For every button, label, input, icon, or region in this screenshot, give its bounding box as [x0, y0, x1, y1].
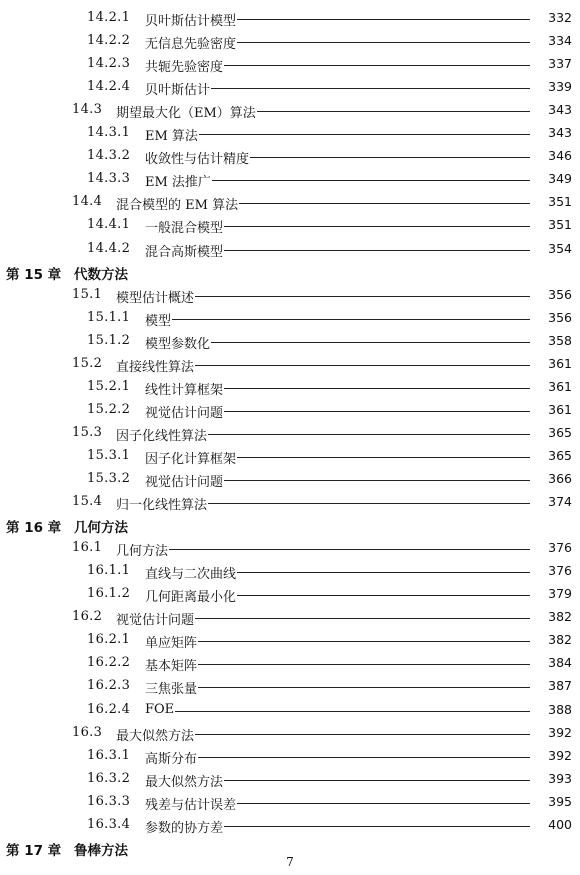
entry-number: 15.4 [72, 494, 103, 509]
toc-section-entry [0, 724, 580, 746]
entry-page-number: 332 [548, 10, 572, 25]
entry-page-number: 388 [548, 702, 572, 717]
dash-leader [165, 711, 530, 712]
entry-number: 16.1.2 [87, 586, 131, 601]
entry-page-number: 358 [548, 333, 572, 348]
entry-title: EM 法推广 [145, 171, 212, 190]
entry-page-number: 393 [548, 771, 572, 786]
toc-subsection-entry [0, 470, 580, 492]
toc-subsection-entry [0, 701, 580, 723]
entry-title: 基本矩阵 [145, 655, 198, 674]
entry-number: 15.2.2 [87, 402, 131, 417]
entry-number: 14.4.2 [87, 241, 131, 256]
toc-subsection-entry [0, 447, 580, 469]
chapter-heading [0, 263, 580, 285]
entry-number: 15.1.1 [87, 310, 131, 325]
entry-number: 16.2.4 [87, 702, 131, 717]
entry-title: 最大似然方法 [116, 725, 195, 744]
entry-title: 模型参数化 [145, 333, 211, 352]
entry-number: 16.2.2 [87, 655, 131, 670]
toc-subsection-entry [0, 631, 580, 653]
toc-subsection-entry [0, 124, 580, 146]
toc-subsection-entry [0, 378, 580, 400]
entry-page-number: 400 [548, 817, 572, 832]
dash-leader [165, 88, 530, 89]
entry-number: 14.4 [72, 194, 103, 209]
toc-section-entry [0, 286, 580, 308]
entry-title: 单应矩阵 [145, 632, 198, 651]
entry-page-number: 366 [548, 471, 572, 486]
entry-page-number: 343 [548, 102, 572, 117]
dash-leader [136, 618, 530, 619]
dash-leader [165, 641, 530, 642]
entry-title: 直接线性算法 [116, 356, 195, 375]
dash-leader [165, 757, 530, 758]
toc-subsection-entry [0, 654, 580, 676]
dash-leader [165, 687, 530, 688]
toc-section-entry [0, 493, 580, 515]
entry-title: FOE [145, 702, 175, 717]
toc-subsection-entry [0, 32, 580, 54]
toc-section-entry [0, 355, 580, 377]
entry-page-number: 376 [548, 563, 572, 578]
entry-title: EM 算法 [145, 125, 199, 144]
toc-subsection-entry [0, 240, 580, 262]
entry-number: 15.1.2 [87, 333, 131, 348]
entry-title: 归一化线性算法 [116, 494, 208, 513]
toc-subsection-entry [0, 147, 580, 169]
entry-title: 参数的协方差 [145, 817, 224, 836]
dash-leader [136, 365, 530, 366]
dash-leader [136, 734, 530, 735]
toc-subsection-entry [0, 747, 580, 769]
entry-number: 14.2.1 [87, 10, 131, 25]
dash-leader [165, 342, 530, 343]
entry-title: 因子化计算框架 [145, 448, 237, 467]
dash-leader [136, 296, 530, 297]
toc-subsection-entry [0, 9, 580, 31]
entry-number: 15.3.2 [87, 471, 131, 486]
entry-number: 16.2.1 [87, 632, 131, 647]
entry-number: 15.3.1 [87, 448, 131, 463]
entry-number: 14.3.3 [87, 171, 131, 186]
toc-subsection-entry [0, 309, 580, 331]
entry-title: 模型估计概述 [116, 287, 195, 306]
toc-subsection-entry [0, 793, 580, 815]
entry-title: 因子化线性算法 [116, 425, 208, 444]
entry-title: 收敛性与估计精度 [145, 148, 250, 167]
entry-page-number: 392 [548, 725, 572, 740]
entry-number: 16.3.2 [87, 771, 131, 786]
entry-page-number: 356 [548, 310, 572, 325]
toc-subsection-entry [0, 816, 580, 838]
entry-title: 线性计算框架 [145, 379, 224, 398]
entry-number: 15.2.1 [87, 379, 131, 394]
entry-number: 15.1 [72, 287, 103, 302]
toc-subsection-entry [0, 332, 580, 354]
entry-page-number: 382 [548, 632, 572, 647]
toc-subsection-entry [0, 170, 580, 192]
chapter-label: 第 17 章 [6, 843, 62, 859]
toc-subsection-entry [0, 585, 580, 607]
entry-page-number: 337 [548, 56, 572, 71]
chapter-title: 鲁棒方法 [74, 843, 128, 859]
entry-page-number: 334 [548, 33, 572, 48]
entry-page-number: 384 [548, 655, 572, 670]
entry-number: 16.3.4 [87, 817, 131, 832]
entry-title: 一般混合模型 [145, 217, 224, 236]
dash-leader [165, 319, 530, 320]
entry-number: 16.2 [72, 609, 103, 624]
entry-page-number: 374 [548, 494, 572, 509]
entry-page-number: 351 [548, 217, 572, 232]
entry-number: 14.3 [72, 102, 103, 117]
page-number: 7 [286, 855, 294, 869]
toc-subsection-entry [0, 677, 580, 699]
entry-number: 16.1.1 [87, 563, 131, 578]
entry-page-number: 387 [548, 678, 572, 693]
toc-subsection-entry [0, 55, 580, 77]
dash-leader [165, 664, 530, 665]
entry-page-number: 354 [548, 241, 572, 256]
entry-number: 16.2.3 [87, 678, 131, 693]
dash-leader [165, 180, 530, 181]
entry-page-number: 339 [548, 79, 572, 94]
entry-page-number: 379 [548, 586, 572, 601]
entry-page-number: 361 [548, 356, 572, 371]
entry-number: 16.3.3 [87, 794, 131, 809]
toc-section-entry [0, 424, 580, 446]
entry-page-number: 365 [548, 425, 572, 440]
entry-page-number: 376 [548, 540, 572, 555]
entry-page-number: 356 [548, 287, 572, 302]
entry-page-number: 351 [548, 194, 572, 209]
toc-subsection-entry [0, 401, 580, 423]
entry-title: 混合高斯模型 [145, 241, 224, 260]
entry-number: 14.2.3 [87, 56, 131, 71]
entry-page-number: 365 [548, 448, 572, 463]
entry-number: 14.2.2 [87, 33, 131, 48]
entry-page-number: 395 [548, 794, 572, 809]
toc-section-entry [0, 101, 580, 123]
entry-page-number: 346 [548, 148, 572, 163]
entry-number: 16.3.1 [87, 748, 131, 763]
entry-number: 15.3 [72, 425, 103, 440]
toc-subsection-entry [0, 78, 580, 100]
entry-title: 期望最大化（EM）算法 [116, 102, 257, 121]
entry-title: 混合模型的 EM 算法 [116, 194, 239, 213]
entry-page-number: 349 [548, 171, 572, 186]
entry-number: 14.2.4 [87, 79, 131, 94]
entry-page-number: 392 [548, 748, 572, 763]
entry-title: 视觉估计问题 [145, 402, 224, 421]
toc-section-entry [0, 608, 580, 630]
toc-subsection-entry [0, 770, 580, 792]
entry-number: 14.3.2 [87, 148, 131, 163]
entry-title: 残差与估计误差 [145, 794, 237, 813]
dash-leader [165, 134, 530, 135]
entry-page-number: 361 [548, 379, 572, 394]
entry-number: 16.3 [72, 725, 103, 740]
entry-title: 贝叶斯估计 [145, 79, 211, 98]
entry-page-number: 382 [548, 609, 572, 624]
entry-title: 共轭先验密度 [145, 56, 224, 75]
toc-section-entry [0, 193, 580, 215]
chapter-title: 几何方法 [74, 520, 128, 536]
chapter-title: 代数方法 [74, 267, 128, 283]
entry-number: 14.3.1 [87, 125, 131, 140]
chapter-label: 第 16 章 [6, 520, 62, 536]
entry-number: 15.2 [72, 356, 103, 371]
entry-title: 视觉估计问题 [145, 471, 224, 490]
toc-subsection-entry [0, 216, 580, 238]
chapter-label: 第 15 章 [6, 267, 62, 283]
entry-title: 直线与二次曲线 [145, 563, 237, 582]
entry-title: 三焦张量 [145, 678, 198, 697]
toc-section-entry [0, 539, 580, 561]
dash-leader [136, 549, 530, 550]
entry-title: 视觉估计问题 [116, 609, 195, 628]
entry-title: 贝叶斯估计模型 [145, 10, 237, 29]
entry-number: 16.1 [72, 540, 103, 555]
chapter-heading [0, 516, 580, 538]
toc-subsection-entry [0, 562, 580, 584]
entry-title: 几何距离最小化 [145, 586, 237, 605]
entry-page-number: 361 [548, 402, 572, 417]
entry-title: 最大似然方法 [145, 771, 224, 790]
entry-title: 模型 [145, 310, 172, 329]
entry-title: 高斯分布 [145, 748, 198, 767]
entry-page-number: 343 [548, 125, 572, 140]
entry-title: 无信息先验密度 [145, 33, 237, 52]
entry-title: 几何方法 [116, 540, 169, 559]
entry-number: 14.4.1 [87, 217, 131, 232]
